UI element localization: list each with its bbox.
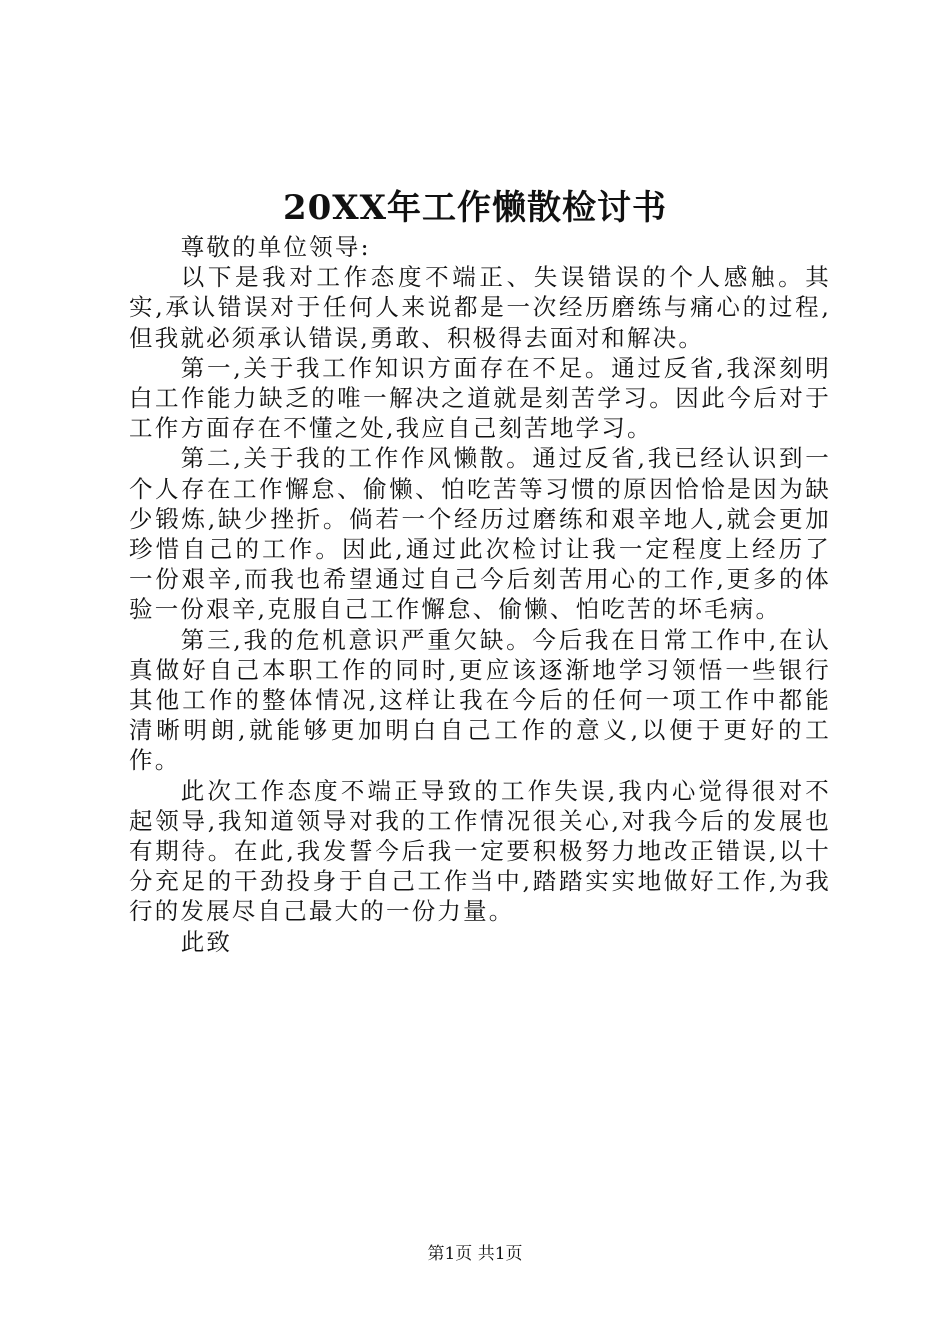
paragraph-first-point: 第一,关于我工作知识方面存在不足。通过反省,我深刻明白工作能力缺乏的唯一解决之道就是刻苦学习。因此今后对于工作方面存在不懂之处,我应自己刻苦地学习。 — [129, 353, 831, 443]
salutation: 尊敬的单位领导: — [180, 233, 371, 261]
closing: 此致 — [180, 927, 233, 956]
page-footer: 第1页 共1页 — [427, 1244, 523, 1264]
paragraph-second-point: 第二,关于我的工作作风懒散。通过反省,我已经认识到一个人存在工作懈怠、偷懒、怕吃苦等习惯的原因恰恰是因为缺少锻炼,缺少挫折。倘若一个经历过磨练和艰辛地人,就会更加珍惜自己的工作。因此,通过此次检讨让我一定程度上经历了一份艰辛,而我也希望通过自己今后刻苦用心的工作,更多的体验一份艰辛,克服自己工作懈怠、偷懒、怕吃苦的坏毛病。 — [129, 444, 831, 624]
paragraph-intro: 以下是我对工作态度不端正、失误错误的个人感触。其实,承认错误对于任何人来说都是一次经历磨练与痛心的过程,但我就必须承认错误,勇敢、积极得去面对和解决。 — [129, 263, 831, 352]
document-body — [129, 232, 831, 957]
paragraph-conclusion: 此次工作态度不端正导致的工作失误,我内心觉得很对不起领导,我知道领导对我的工作情况很关心,对我今后的发展也有期待。在此,我发誓今后我一定要积极努力地改正错误,以十分充足的干劲投身于自己工作当中,踏踏实实地做好工作,为我行的发展尽自己最大的一份力量。 — [129, 776, 831, 926]
paragraph-third-point: 第三,我的危机意识严重欠缺。今后我在日常工作中,在认真做好自己本职工作的同时,更应该逐渐地学习领悟一些银行其他工作的整体情况,这样让我在今后的任何一项工作中都能清晰明朗,就能够更加明白自己工作的意义,以便于更好的工作。 — [129, 625, 831, 775]
document-title: 20XX年工作懒散检讨书 — [282, 188, 668, 228]
